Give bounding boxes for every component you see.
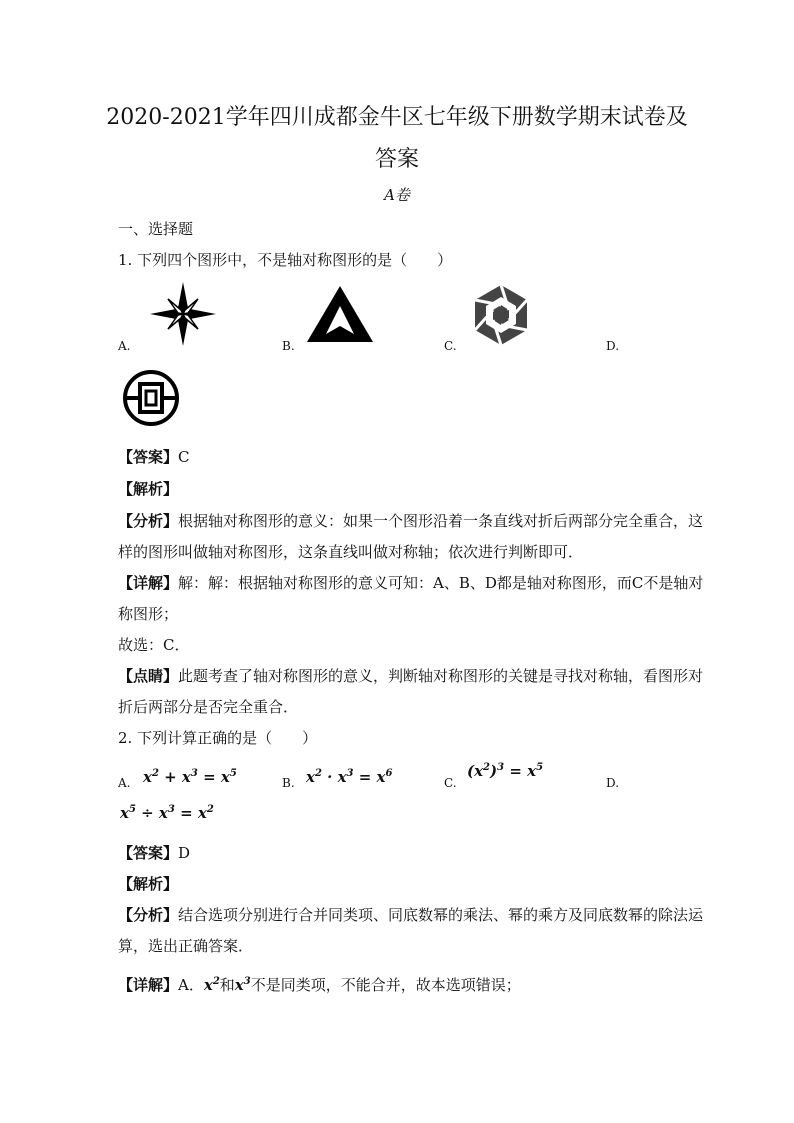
- q1-dianjing-1: [118, 665, 703, 686]
- q1-option-b: B.: [282, 339, 295, 353]
- q2-detail-prefix: A．: [178, 976, 204, 994]
- q2-detail-and: 和: [219, 976, 235, 994]
- q1-fenxi-1: [118, 510, 703, 531]
- q2-option-c: C.: [444, 776, 457, 790]
- q2-stem: 2. 下列计算正确的是（ ）: [118, 729, 318, 747]
- q1-dianjing-label: 【点睛】: [118, 667, 179, 685]
- q2-detail-x3: $x^3$: [234, 976, 251, 994]
- q2-detail-x2: $x^2$: [203, 976, 220, 994]
- q1-detail-1: [118, 572, 703, 593]
- q2-formula-a: $x^2 + x^3 = x^5$: [143, 768, 237, 786]
- q2-option-b: B.: [282, 776, 295, 790]
- q2-answer-value: D: [178, 844, 191, 862]
- q2-detail: [118, 974, 521, 995]
- q2-option-a: A.: [118, 776, 131, 790]
- q1-dianjing-text-1: 此题考查了轴对称图形的意义，判断轴对称图形的关键是寻找对称轴，看图形对: [178, 667, 704, 685]
- q2-formula-d: $x^5 \div x^3 = x^2$: [120, 804, 214, 822]
- q2-formula-b: $x^2 \cdot x^3 = x^6$: [306, 768, 393, 786]
- section-heading: 一、选择题: [118, 220, 194, 238]
- title-line-2: 答案: [374, 147, 419, 172]
- compass-star-figure: [150, 282, 216, 346]
- q2-fenxi-text-1: 结合选项分别进行合并同类项、同底数幂的乘法、幂的乘方及同底数幂的除法运: [178, 906, 704, 924]
- q1-detail-2: 称图形；: [118, 605, 179, 623]
- q2-fenxi-1: [118, 904, 703, 925]
- q1-answer-value: C: [178, 448, 190, 466]
- triangle-figure: [305, 284, 375, 344]
- hexagon-swirl-figure: [470, 283, 532, 347]
- q1-answer: [118, 446, 190, 467]
- q2-fenxi-label: 【分析】: [118, 906, 179, 924]
- q1-fenxi-text-1: 根据轴对称图形的意义：如果一个图形沿着一条直线对折后两部分完全重合，这: [178, 512, 704, 530]
- subtitle: A卷: [384, 186, 410, 204]
- q2-detail-label: 【详解】: [118, 976, 179, 994]
- q2-answer: [118, 842, 190, 863]
- q1-detail-text-1: 解：解：根据轴对称图形的意义可知：A、B、D都是轴对称图形，而C不是轴对: [178, 574, 704, 592]
- title-line-1: 2020-2021学年四川成都金牛区七年级下册数学期末试卷及: [106, 105, 688, 130]
- q1-fenxi-2: 样的图形叫做轴对称图形，这条直线叫做对称轴；依次进行判断即可．: [118, 543, 584, 561]
- q1-stem: 1. 下列四个图形中，不是轴对称图形的是（ ）: [118, 251, 453, 269]
- q2-fenxi-2: 算，选出正确答案．: [118, 937, 254, 955]
- q1-fenxi-label: 【分析】: [118, 512, 179, 530]
- q1-option-c: C.: [444, 339, 457, 353]
- q1-analysis-label: 【解析】: [118, 480, 179, 498]
- q1-answer-label: 【答案】: [118, 448, 179, 466]
- q1-choice: 故选：C．: [118, 636, 190, 654]
- q1-detail-label: 【详解】: [118, 574, 179, 592]
- q1-dianjing-2: 折后两部分是否完全重合．: [118, 698, 299, 716]
- q2-option-d: D.: [606, 776, 620, 790]
- q2-formula-c: $(x^2)^3 = x^5$: [467, 762, 544, 780]
- coin-figure: [120, 370, 182, 426]
- q2-answer-label: 【答案】: [118, 844, 179, 862]
- q2-analysis-label: 【解析】: [118, 875, 179, 893]
- q2-detail-rest: 不是同类项，不能合并，故本选项错误；: [250, 976, 521, 994]
- q1-option-d: D.: [606, 339, 620, 353]
- q1-option-a: A.: [118, 339, 131, 353]
